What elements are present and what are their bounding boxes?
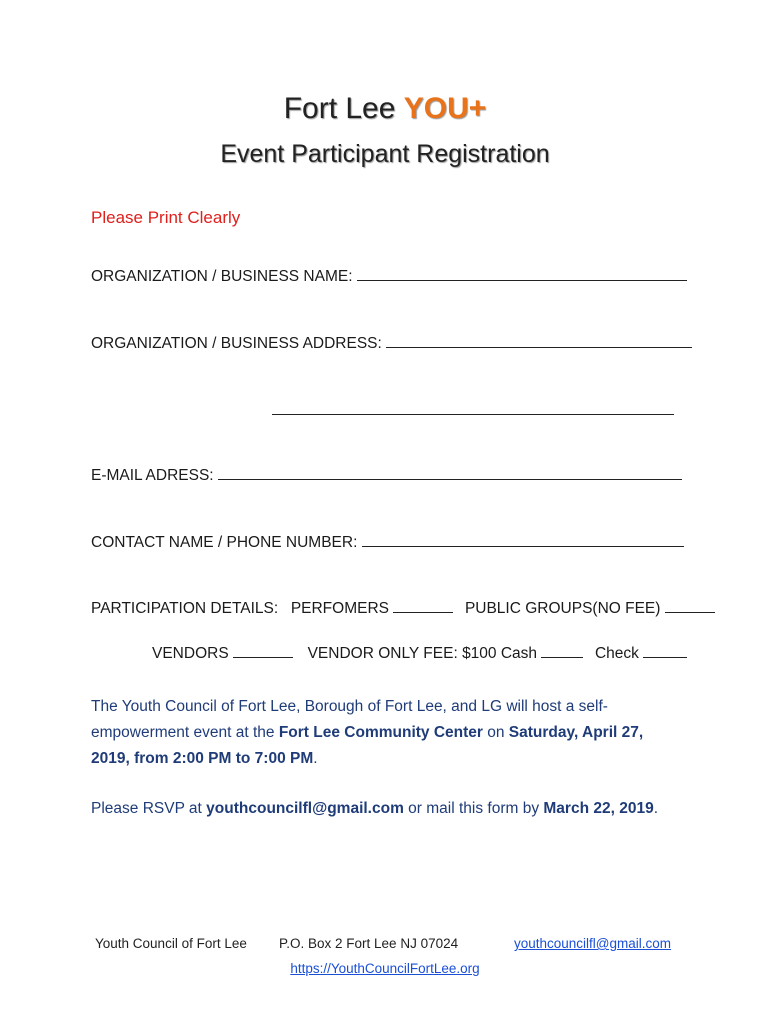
cash-blank[interactable] [541, 643, 583, 658]
event-date: Saturday, April 27, 2019, from 2:00 PM to 7:00 PM [91, 724, 644, 767]
contact-label: CONTACT NAME / PHONE NUMBER: [91, 534, 358, 551]
rsvp-email: youthcouncilfl@gmail.com [206, 800, 404, 817]
vendor-fee-label: VENDOR ONLY FEE: [307, 645, 458, 662]
org-address-row [91, 333, 692, 353]
website-link[interactable]: https://YouthCouncilFortLee.org [290, 961, 480, 976]
print-instruction: Please Print Clearly [91, 208, 241, 227]
cash-label: Cash [500, 645, 538, 662]
footer-address: P.O. Box 2 Fort Lee NJ 07024 [279, 936, 459, 951]
rsvp-paragraph [91, 796, 681, 822]
title-brand: YOU+ [403, 92, 487, 125]
public-groups-blank[interactable] [665, 598, 715, 613]
event-text: The Youth Council of Fort Lee, Borough of Fort Lee, and LG will host a self-empowerment event at the [91, 698, 608, 741]
org-address-line2-row [272, 400, 674, 420]
vendors-label: VENDORS [152, 645, 229, 662]
org-address-label: ORGANIZATION / BUSINESS ADDRESS: [91, 335, 382, 352]
rsvp-text-end: . [653, 800, 658, 817]
footer-org: Youth Council of Fort Lee [95, 936, 247, 951]
performers-label: PERFOMERS [290, 600, 389, 617]
org-name-label: ORGANIZATION / BUSINESS NAME: [91, 268, 353, 285]
event-description [91, 694, 681, 772]
participation-row [91, 598, 715, 618]
event-text-end: . [313, 750, 318, 767]
participation-label: PARTICIPATION DETAILS: [91, 600, 279, 617]
fee-amount: $100 [462, 645, 497, 662]
form-title [0, 92, 770, 126]
footer-email-link[interactable]: youthcouncilfl@gmail.com [514, 936, 672, 951]
contact-blank[interactable] [362, 532, 684, 547]
rsvp-text-mid: or mail this form by [403, 800, 544, 817]
email-label: E-MAIL ADRESS: [91, 467, 214, 484]
form-subtitle: Event Participant Registration [220, 140, 550, 168]
rsvp-deadline: March 22, 2019 [543, 800, 654, 817]
vendors-row [152, 643, 687, 663]
title-prefix: Fort Lee [283, 92, 396, 125]
contact-row [91, 532, 684, 552]
email-blank[interactable] [218, 465, 682, 480]
event-text-on: on [482, 724, 509, 741]
footer-website-link [0, 961, 770, 976]
org-name-blank[interactable] [357, 266, 687, 281]
event-venue: Fort Lee Community Center [278, 724, 483, 741]
org-name-row [91, 266, 687, 286]
vendors-blank[interactable] [233, 643, 293, 658]
check-blank[interactable] [643, 643, 687, 658]
public-groups-label: PUBLIC GROUPS(NO FEE) [464, 600, 661, 617]
org-address-line2-blank[interactable] [272, 400, 674, 415]
email-row [91, 465, 682, 485]
rsvp-text: Please RSVP at [91, 800, 207, 817]
performers-blank[interactable] [393, 598, 453, 613]
org-address-blank[interactable] [386, 333, 692, 348]
check-label: Check [594, 645, 639, 662]
